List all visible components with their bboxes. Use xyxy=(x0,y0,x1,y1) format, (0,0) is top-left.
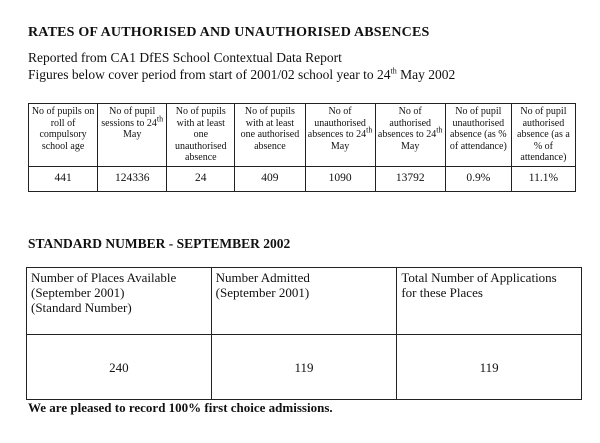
table-cell: 124336 xyxy=(98,166,167,191)
period-line: Figures below cover period from start of 2001/02 school year to 24th May 2002 xyxy=(28,66,456,82)
header-number-admitted: Number Admitted (September 2001) xyxy=(211,268,397,335)
table-cell: 441 xyxy=(29,166,98,191)
header-unauthorised-absences: No of unauthorised absences to 24th May xyxy=(305,104,375,167)
header-pupils-unauthorised: No of pupils with at least one unauthorised absence xyxy=(167,104,235,167)
absences-value-row xyxy=(29,166,576,191)
header-pupils-authorised: No of pupils with at least one authorised absence xyxy=(235,104,305,167)
absences-header-row xyxy=(29,104,576,167)
standard-number-table xyxy=(26,267,582,400)
table-cell: 11.1% xyxy=(511,166,575,191)
header-authorised-absences: No of authorised absences to 24th May xyxy=(375,104,445,167)
standard-number-title: STANDARD NUMBER - SEPTEMBER 2002 xyxy=(28,236,291,251)
absences-table xyxy=(28,103,576,192)
table-cell: 240 xyxy=(27,335,212,400)
table-cell: 119 xyxy=(211,335,397,400)
table-cell: 0.9% xyxy=(445,166,511,191)
header-pupils-on-roll: No of pupils on roll of compulsory school age xyxy=(29,104,98,167)
table-cell: 13792 xyxy=(375,166,445,191)
header-total-applications: Total Number of Applications for these Places xyxy=(397,268,582,335)
standard-value-row xyxy=(27,335,582,400)
header-pupil-sessions: No of pupil sessions to 24th May xyxy=(98,104,167,167)
report-source-line: Reported from CA1 DfES School Contextual Data Report xyxy=(28,50,342,65)
header-places-available: Number of Places Available (September 2001) (Standard Number) xyxy=(27,268,212,335)
table-cell: 119 xyxy=(397,335,582,400)
absences-title: RATES OF AUTHORISED AND UNAUTHORISED ABSENCES xyxy=(28,25,430,40)
standard-header-row xyxy=(27,268,582,335)
header-authorised-percent: No of pupil authorised absence (as a % of attendance) xyxy=(511,104,575,167)
admissions-note: We are pleased to record 100% first choice admissions. xyxy=(28,400,333,415)
table-cell: 409 xyxy=(235,166,305,191)
header-unauthorised-percent: No of pupil unauthorised absence (as % of attendance) xyxy=(445,104,511,167)
table-cell: 1090 xyxy=(305,166,375,191)
table-cell: 24 xyxy=(167,166,235,191)
